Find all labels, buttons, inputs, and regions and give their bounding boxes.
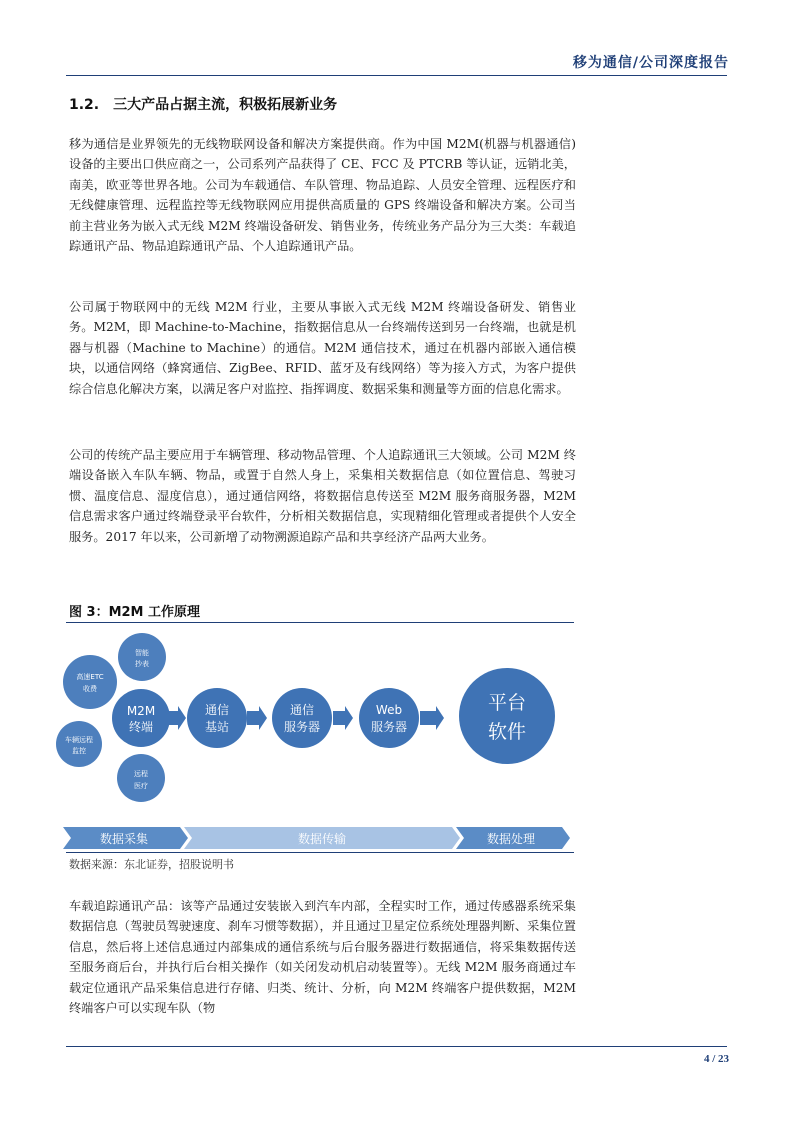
web-server-label-line1: Web <box>375 703 403 717</box>
base-station-label-line1: 通信 <box>204 703 230 717</box>
section-title: 三大产品占据主流，积极拓展新业务 <box>113 97 338 113</box>
stage-transmit-label: 数据传输 <box>297 832 347 846</box>
vehicle-monitor-label-line1: 车辆远程 <box>65 736 93 744</box>
arrow-base-to-server <box>247 706 267 730</box>
platform-software-node <box>459 668 555 764</box>
stage-collect-label: 数据采集 <box>99 832 149 846</box>
paragraph-traditional-products: 公司的传统产品主要应用于车辆管理、移动物品管理、个人追踪通讯三大领域。公司 M2M 终端设备嵌入车队车辆、物品，或置于自然人身上，采集相关数据信息（如位置信息、驾驶习惯、温度信息、湿度信息），通过通信网络，将数据信息传送至 M2M 服务商服务器，M2M 信息需求客户通过终端登录平台软件，分析相关数据信息，实现精细化管理或者提供个人安全服务。2017 年以来，公司新增了动物溯源追踪产品和共享经济产品两大业务。 <box>69 448 576 544</box>
vehicle-monitor-label-line2: 监控 <box>72 747 86 755</box>
m2m-terminal-label-line1: M2M <box>126 704 156 718</box>
paragraph-vehicle-tracking: 车载追踪通讯产品：该等产品通过安装嵌入到汽车内部，全程实时工作，通过传感器系统采集数据信息（驾驶员驾驶速度、刹车习惯等数据），并且通过卫星定位系统处理器判断、采集位置信息，然后将上述信息通过内部集成的通信系统与后台服务器进行数据通信，将采集数据传送至服务商后台，并执行后台相关操作（如关闭发动机启动装置等）。无线 M2M 服务商通过车载定位通讯产品采集信息进行存储、归类、统计、分析，向 M2M 终端客户提供数据，M2M 终端客户可以实现车队（物 <box>69 899 576 1016</box>
remote-medical-node <box>117 754 165 802</box>
arrow-server-to-web <box>333 706 353 730</box>
vehicle-monitor-node <box>56 721 102 767</box>
smart-meter-label-line1: 智能 <box>135 649 149 657</box>
section-number: 1.2. <box>69 97 100 113</box>
etc-label-line2: 收费 <box>83 685 97 693</box>
arrow-m2m-to-base <box>166 706 186 730</box>
base-station-label-line2: 基站 <box>204 720 230 734</box>
etc-label-line1: 高速ETC <box>76 673 104 681</box>
web-server-node <box>359 688 419 748</box>
m2m-terminal-label-line2: 终端 <box>128 720 154 734</box>
platform-software-label-line2: 软件 <box>487 721 527 743</box>
remote-medical-label-line1: 远程 <box>134 770 148 778</box>
figure-source: 数据来源：东北证券，招股说明书 <box>69 858 234 871</box>
figure-title: 图 3：M2M 工作原理 <box>69 605 201 620</box>
web-server-label-line2: 服务器 <box>370 720 408 734</box>
report-header-title: 移为通信/公司深度报告 <box>572 55 729 71</box>
page-number: 4 / 23 <box>703 1053 729 1065</box>
comm-server-node <box>272 688 332 748</box>
remote-medical-label-line2: 医疗 <box>134 782 148 790</box>
paragraph-m2m-industry: 公司属于物联网中的无线 M2M 行业，主要从事嵌入式无线 M2M 终端设备研发、销售业务。M2M，即 Machine-to-Machine，指数据信息从一台终端传送到另一台终端，也就是机器与机器（Machine to Machine）的通信。M2M 通信技术，通过在机器内部嵌入通信模块，以通信网络（蜂窝通信、ZigBee、RFID、蓝牙及有线网络）等为接入方式，为客户提供综合信息化解决方案，以满足客户对监控、指挥调度、数据采集和测量等方面的信息化需求。 <box>69 300 576 396</box>
stage-process-label: 数据处理 <box>486 832 536 846</box>
base-station-node <box>187 688 247 748</box>
footer-rule <box>66 1046 727 1047</box>
comm-server-label-line1: 通信 <box>289 703 315 717</box>
figure-bottom-rule <box>66 852 574 853</box>
smart-meter-node <box>118 633 166 681</box>
etc-toll-node <box>63 655 117 709</box>
smart-meter-label-line2: 抄表 <box>135 660 149 668</box>
comm-server-label-line2: 服务器 <box>283 720 321 734</box>
paragraph-company-intro: 移为通信是业界领先的无线物联网设备和解决方案提供商。作为中国 M2M(机器与机器通信)设备的主要出口供应商之一，公司系列产品获得了 CE、FCC 及 PTCRB 等认证，远销北美，南美，欧亚等世界各地。公司为车载通信、车队管理、物品追踪、人员安全管理、远程医疗和无线健康管理、远程监控等无线物联网应用提供高质量的 GPS 终端设备和解决方案。公司当前主营业务为嵌入式无线 M2M 终端设备研发、销售业务，传统业务产品分为三大类：车载追踪通讯产品、物品追踪通讯产品、个人追踪通讯产品。 <box>69 137 576 254</box>
m2m-terminal-node <box>112 689 170 747</box>
platform-software-label-line1: 平台 <box>487 692 527 714</box>
arrow-web-to-platform <box>420 706 444 730</box>
